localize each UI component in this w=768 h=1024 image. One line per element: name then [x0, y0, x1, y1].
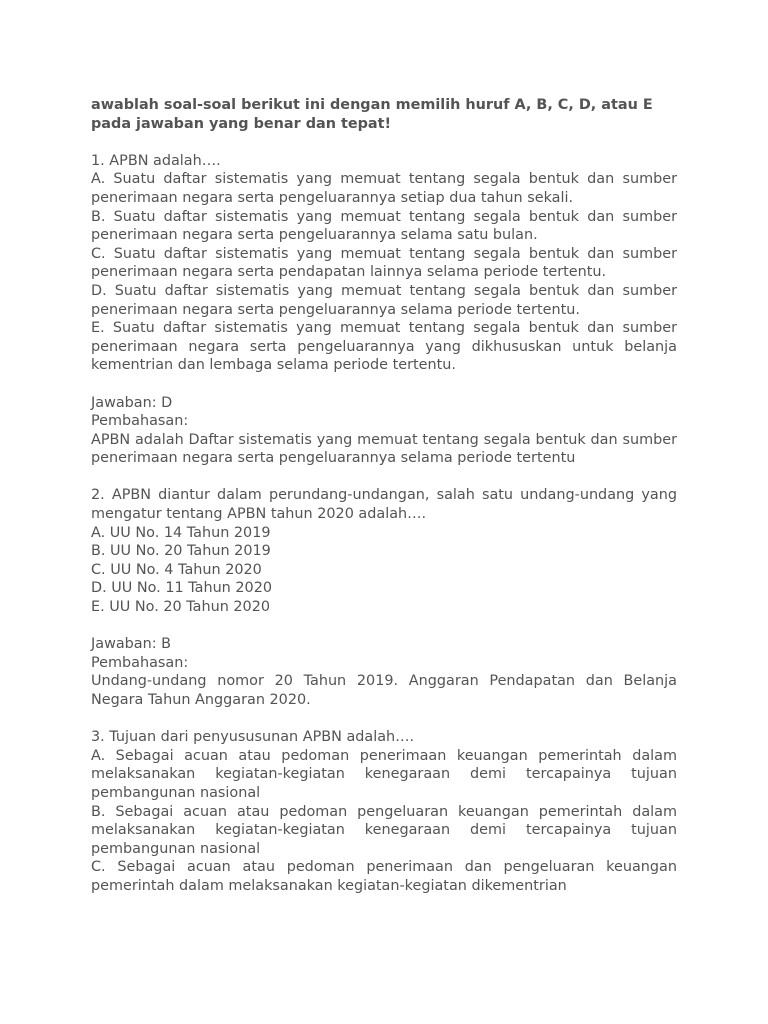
option-c: C. UU No. 4 Tahun 2020: [91, 561, 262, 578]
option-d: D. Suatu daftar sistematis yang memuat tentang segala bentuk dan sumber penerimaan negara serta pengeluarannya selama periode tertentu.: [91, 282, 677, 318]
spacer: [91, 468, 677, 487]
option-b: B. Sebagai acuan atau pedoman pengeluaran keuangan pemerintah dalam melaksanakan kegiatan-kegiatan kenegaraan demi tercapainya tujuan pembangunan nasional: [91, 803, 677, 857]
question-text: 3. Tujuan dari penyususunan APBN adalah….: [91, 729, 415, 746]
option-a: A. Sebagai acuan atau pedoman penerimaan keuangan pemerintah dalam melaksanakan kegiatan-kegiatan kenegaraan demi tercapainya tujuan pembangunan nasional: [91, 747, 677, 801]
spacer: [91, 710, 677, 729]
discussion-text: APBN adalah Daftar sistematis yang memuat tentang segala bentuk dan sumber penerimaan negara serta pengeluarannya selama periode tertentu: [91, 431, 677, 467]
spacer: [91, 617, 677, 636]
question-1: [91, 152, 677, 468]
option-e: E. Suatu daftar sistematis yang memuat tentang segala bentuk dan sumber penerimaan negara serta pengeluarannya yang dikhususkan untuk belanja kementrian dan lembaga selama periode tertentu.: [91, 320, 677, 374]
question-3: [91, 728, 677, 895]
option-a: A. Suatu daftar sistematis yang memuat tentang segala bentuk dan sumber penerimaan negara serta pengeluarannya setiap dua tahun sekali.: [91, 171, 677, 206]
discussion-text: Undang-undang nomor 20 Tahun 2019. Anggaran Pendapatan dan Belanja Negara Tahun Anggaran 2020.: [91, 673, 677, 708]
question-text: 2. APBN diantur dalam perundang-undangan, salah satu undang-undang yang mengatur tentang APBN tahun 2020 adalah….: [91, 487, 677, 523]
option-c: C. Suatu daftar sistematis yang memuat tentang segala bentuk dan sumber penerimaan negara serta pendapatan lainnya selama periode tertentu.: [91, 245, 677, 281]
option-d: D. UU No. 11 Tahun 2020: [91, 580, 273, 597]
spacer: [91, 375, 677, 394]
option-c: C. Sebagai acuan atau pedoman penerimaan dan pengeluaran keuangan pemerintah dalam melaksanakan kegiatan-kegiatan dikementrian: [91, 859, 677, 894]
question-text: 1. APBN adalah….: [91, 152, 221, 169]
document-page: [91, 96, 677, 896]
option-b: B. Suatu daftar sistematis yang memuat tentang segala bentuk dan sumber penerimaan negara serta pengeluarannya selama satu bulan.: [91, 208, 677, 244]
answer-text: Jawaban: D: [91, 394, 173, 411]
option-b: B. UU No. 20 Tahun 2019: [91, 543, 271, 560]
discussion-label: Pembahasan:: [91, 654, 189, 671]
spacer: [91, 133, 677, 152]
discussion-label: Pembahasan:: [91, 413, 189, 430]
option-a: A. UU No. 14 Tahun 2019: [91, 524, 271, 541]
answer-text: Jawaban: B: [91, 636, 172, 653]
question-2: [91, 486, 677, 709]
instruction-title: awablah soal-soal berikut ini dengan memilih huruf A, B, C, D, atau E pada jawaban yang benar dan tepat!: [91, 97, 653, 132]
option-e: E. UU No. 20 Tahun 2020: [91, 599, 271, 616]
